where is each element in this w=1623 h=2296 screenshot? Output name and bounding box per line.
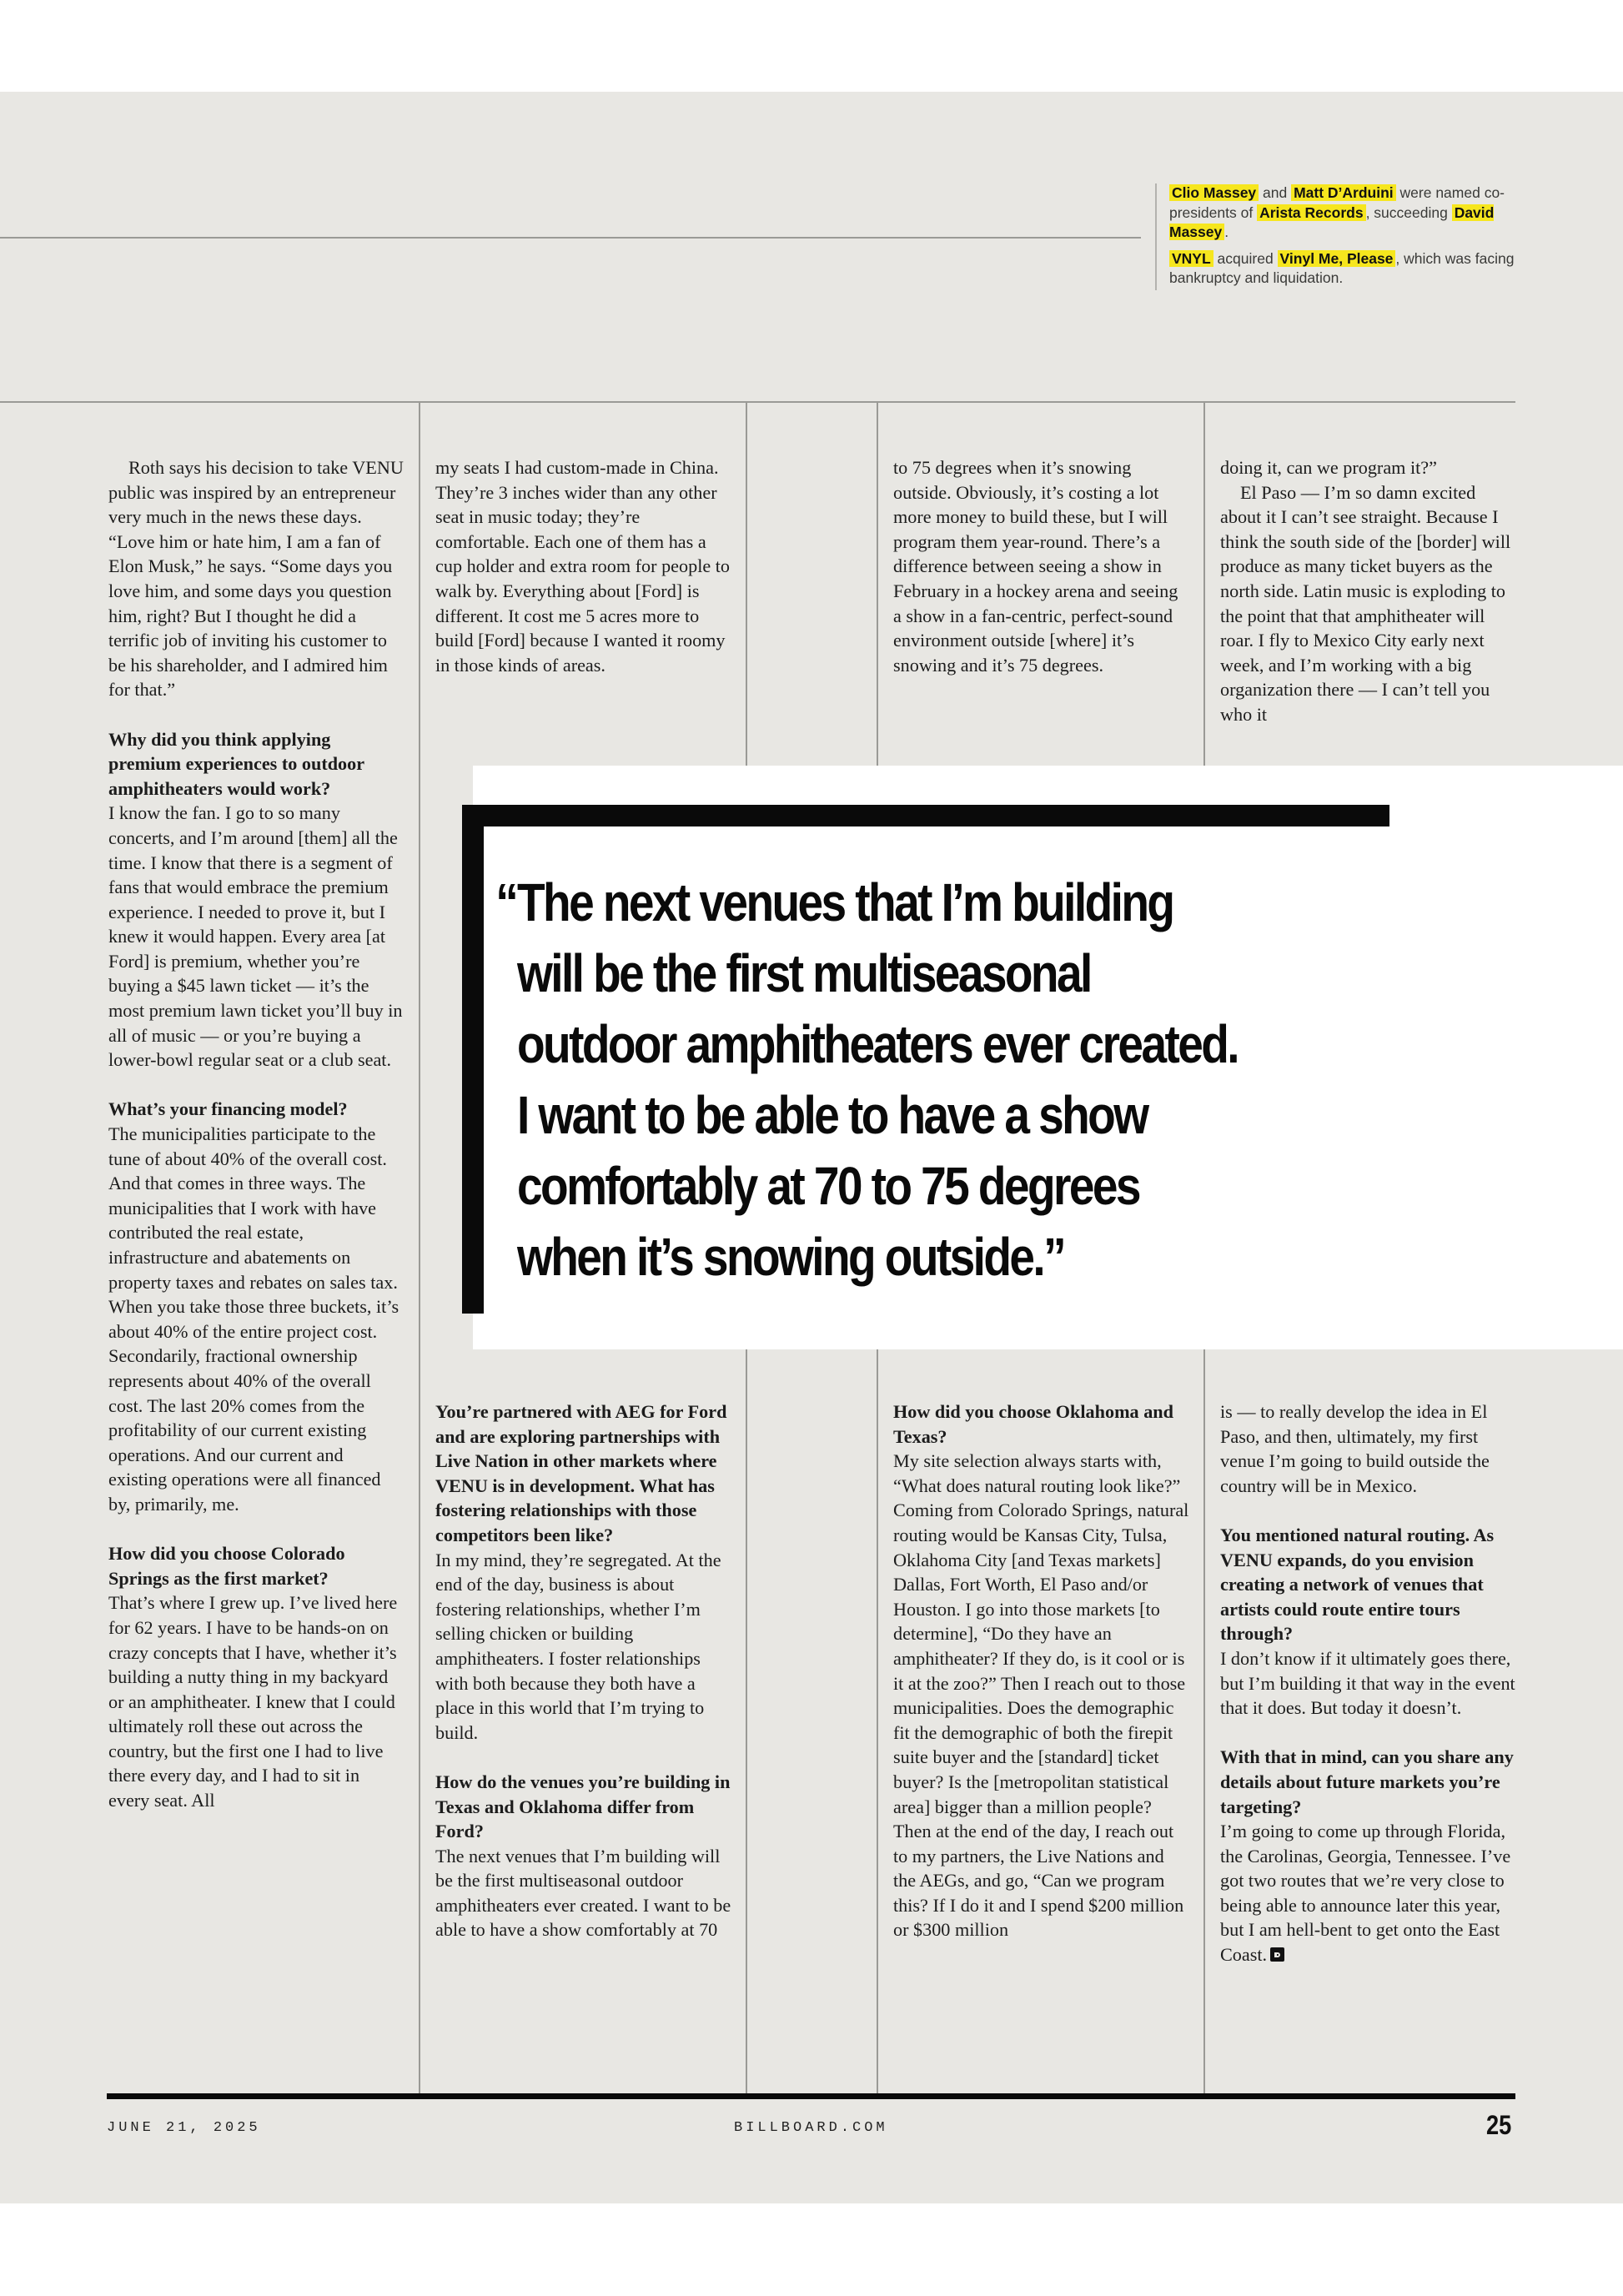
interview-question: With that in mind, can you share any details about future markets you’re targeting? [1220, 1746, 1514, 1817]
interview-question: How do the venues you’re building in Texas and Oklahoma differ from Ford? [435, 1771, 731, 1842]
article-column-1 [108, 455, 404, 1813]
body-paragraph: Roth says his decision to take VENU public was inspired by an entrepreneur very much in the news these days. “Love him or hate him, I am a fan of Elon Musk,” he says. “Some days you love him, and some days you question him, right? But I thought he did a terrific job of inviting his customer to be his shareholder, and I admired him for that.” [108, 457, 404, 701]
pull-quote-bar-top [462, 805, 1389, 826]
company-highlight: VNYL [1169, 250, 1213, 267]
interview-answer: I’m going to come up through Florida, the Carolinas, Georgia, Tennessee. I’ve got two routes that we’re very close to being able to announce later this year, but I am hell-bent to get onto the East Coast. [1220, 1821, 1511, 1966]
interview-question: Why did you think applying premium experiences to outdoor amphitheaters would work? [108, 728, 364, 799]
pull-quote-bar-left [462, 805, 484, 1314]
pull-quote [495, 867, 1306, 1293]
interview-question: How did you choose Oklahoma and Texas? [893, 1401, 1173, 1447]
section-rule [0, 401, 1515, 403]
body-paragraph: to 75 degrees when it’s snowing outside. Obviously, it’s costing a lot more money to build these, but I will program them year-round. There’s a difference between seeing a show in February in a hockey arena and seeing a show in a fan-centric, perfect-sound environment outside [where] it’s snowing and it’s 75 degrees. [893, 457, 1178, 676]
company-highlight: Vinyl Me, Please [1278, 250, 1396, 267]
magazine-page [0, 92, 1623, 2203]
pull-quote-line: The next venues that I’m building [517, 872, 1173, 932]
news-brief-arista: Clio Massey and Matt D’Arduini were named co-presidents of Arista Records , succeeding David Massey . [1169, 184, 1505, 240]
body-paragraph: El Paso — I’m so damn excited about it I can’t see straight. Because I think the south side of the [border] will produce as many ticket buyers as the north side. Latin music is exploding to the point that that amphitheater will roar. I fly to Mexico City early next week, and I’m working with a big organization there — I can’t tell you who it [1220, 481, 1511, 725]
pull-quote-line: I want to be able to have a show [517, 1085, 1148, 1145]
page-number: 25 [1486, 2110, 1512, 2140]
interview-answer: The municipalities participate to the tune of about 40% of the overall cost. And that comes in three ways. The municipalities that I work with have contributed the real estate, infrastructure and abatements on property taxes and rebates on sales tax. When you take those three buckets, it’s about 40% of the entire project cost. Secondarily, fractional ownership represents about 40% of the overall cost. The last 20% comes from the profitability of our current existing operations. And our current and existing operations were all financed by, primarily, me. [108, 1123, 399, 1515]
article-column-4-top [1220, 455, 1516, 727]
interview-answer: The next venues that I’m building will be the first multiseasonal outdoor amphitheaters ever created. I want to be able to have a show comfortably at 70 [435, 1845, 731, 1941]
article-column-3-bottom [893, 1399, 1189, 1942]
article-column-4-bottom [1220, 1399, 1516, 1967]
billboard-end-mark-icon [1270, 1947, 1284, 1962]
sidebar-divider [1155, 183, 1157, 290]
body-paragraph: my seats I had custom-made in China. They’re 3 inches wider than any other seat in music today; they’re comfortable. Each one of them has a cup holder and extra room for people to walk by. Everything about [Ford] is different. It cost me 5 acres more to build [Ford] because I wanted it roomy in those kinds of areas. [435, 457, 731, 676]
article-column-2-bottom [435, 1399, 731, 1942]
interview-question: What’s your financing model? [108, 1098, 348, 1120]
name-highlight: Clio Massey [1169, 184, 1259, 201]
body-paragraph: is — to really develop the idea in El Paso, and then, ultimately, my first venue I’m going to build outside the country will be in Mexico. [1220, 1401, 1490, 1496]
article-column-2-top [435, 455, 731, 677]
news-briefs [1169, 183, 1528, 295]
pull-quote-line: outdoor amphitheaters ever created. [517, 1014, 1239, 1074]
news-brief-vnyl: VNYL acquired Vinyl Me, Please , which was facing bankruptcy and liquidation. [1169, 249, 1515, 286]
interview-question: How did you choose Colorado Springs as the first market? [108, 1543, 345, 1589]
pull-quote-line: will be the first multiseasonal [517, 943, 1091, 1003]
interview-answer: My site selection always starts with, “What does natural routing look like?” Coming from Colorado Springs, natural routing would be Kansas City, Tulsa, Oklahoma City [and Texas markets] Dallas, Fort Worth, El Paso and/or Houston. I go into those markets [to determine], “Do they have an amphitheater? If they do, is it cool or is it at the zoo?” Then I reach out to those municipalities. Does the demographic fit the demographic of both the firepit suite buyer and the [standard] ticket buyer? Is the [metropolitan statistical area] bigger than a million people? Then at the end of the day, I reach out to my partners, the Live Nations and the AEGs, and go, “Can we program this? If I do it and I spend $200 million or $300 million [893, 1450, 1189, 1941]
publication-url: BILLBOARD.COM [734, 2120, 888, 2136]
pull-quote-line: comfortably at 70 to 75 degrees [517, 1156, 1139, 1216]
footer-rule [107, 2093, 1515, 2099]
interview-answer: I know the fan. I go to so many concerts, and I’m around [them] all the time. I know that there is a segment of fans that would embrace the premium experience. I needed to prove it, but I knew it would happen. Every area [at Ford] is premium, whether you’re buying a $45 lawn ticket — it’s the most premium lawn ticket you’ll buy in all of music — or you’re buying a lower-bowl regular seat or a club seat. [108, 802, 403, 1071]
name-highlight: David Massey [1169, 203, 1495, 240]
pull-quote-open-mark: “ [495, 872, 517, 932]
interview-answer: I don’t know if it ultimately goes there, but I’m building it that way in the event that it does. But today it doesn’t. [1220, 1647, 1515, 1719]
body-paragraph: doing it, can we program it?” [1220, 457, 1437, 478]
column-divider [419, 401, 420, 2093]
interview-answer: That’s where I grew up. I’ve lived here for 62 years. I have to be hands-on on crazy concepts that I have, whether it’s building a nutty thing in my backyard or an amphitheater. I knew that I could ultimately roll these out across the country, but the first one I had to live there every day, and I had to sit in every seat. All [108, 1592, 398, 1811]
company-highlight: Arista Records [1257, 204, 1366, 221]
name-highlight: Matt D’Arduini [1291, 184, 1396, 201]
interview-question: You’re partnered with AEG for Ford and are exploring partnerships with Live Nation in other markets where VENU is in development. What has fostering relationships with those competitors been like? [435, 1401, 727, 1545]
article-column-3-top [893, 455, 1189, 677]
interview-answer: In my mind, they’re segregated. At the end of the day, business is about fostering relationships, whether I’m selling chicken or building amphitheaters. I foster relationships with both because they both have a place in this world that I’m trying to build. [435, 1549, 721, 1743]
issue-date: JUNE 21, 2025 [107, 2120, 261, 2136]
top-rule [0, 237, 1141, 239]
pull-quote-line: when it’s snowing outside.” [517, 1227, 1065, 1287]
interview-question: You mentioned natural routing. As VENU expands, do you envision creating a network of venues that artists could route entire tours through? [1220, 1524, 1495, 1645]
